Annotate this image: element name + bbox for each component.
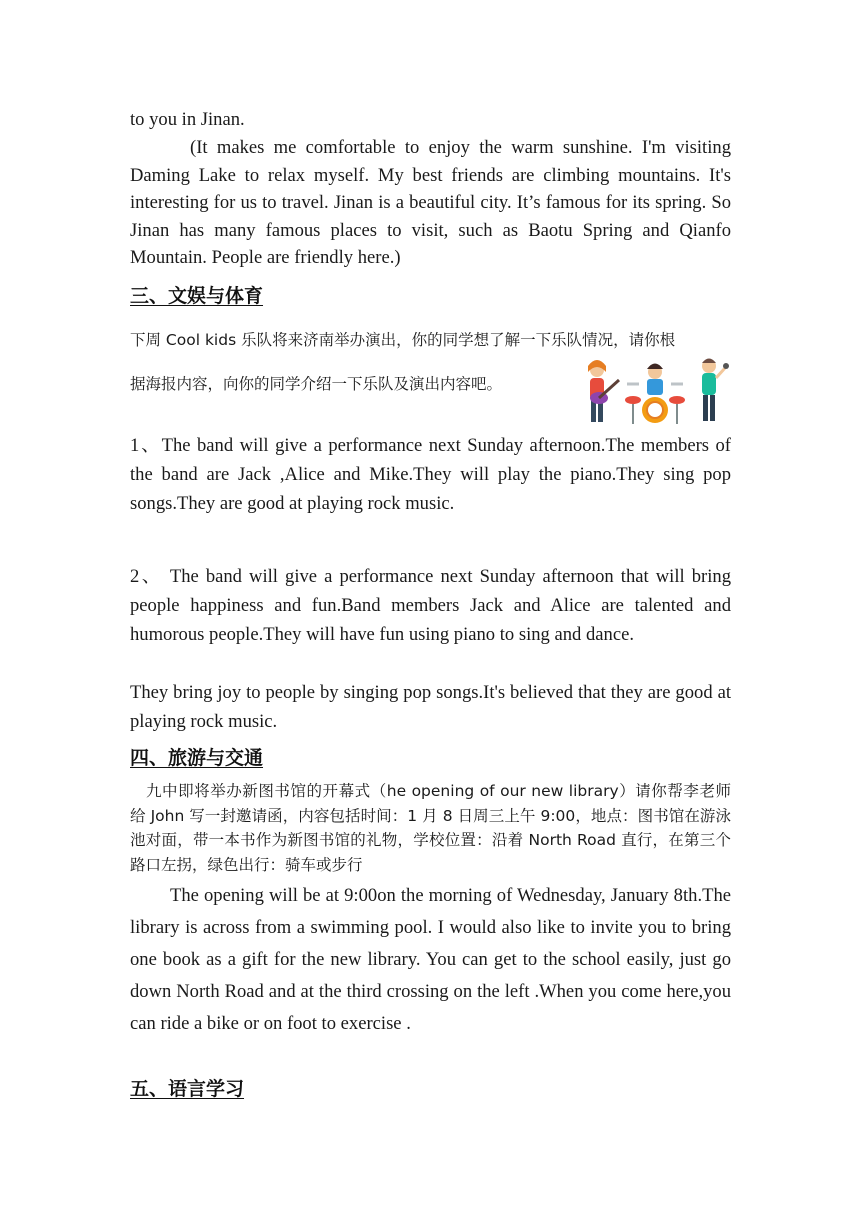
band-illustration — [575, 350, 737, 432]
task-prompt-line1: 下周 Cool kids 乐队将来济南举办演出，你的同学想了解一下乐队情况，请你根 — [130, 331, 676, 349]
section-heading-language-learning: 五、语言学习 — [130, 1078, 245, 1100]
task-prompt-line2: 据海报内容，向你的同学介绍一下乐队及演出内容吧。 — [130, 375, 503, 393]
answer-2-continued: They bring joy to people by singing pop songs.It's believed that they are good at playing rock music. — [130, 682, 731, 732]
model-answer-paragraph: (It makes me comfortable to enjoy the warm sunshine. I'm visiting Daming Lake to relax myself. My best friends are climbing mountains. It's interesting for us to travel. Jinan is a beautiful city. It’s famous for its spring. So Jinan has many famous places to visit, such as Baotu Spring and Qianfo Mountain. People are friendly here.) — [130, 137, 731, 268]
answer-1-paragraph: 1、The band will give a performance next Sunday afternoon.The members of the band are Jack ,Alice and Mike.They will play the piano.They sing pop songs.They are good at playing rock music. — [130, 435, 731, 514]
task-prompt-invitation: 九中即将举办新图书馆的开幕式（he opening of our new library）请你帮李老师给 John 写一封邀请函，内容包括时间：1 月 8 日周三上午 9:00，地点：图书馆在游泳池对面，带一本书作为新图书馆的礼物，学校位置：沿着 North Road 直行，在第三个路口左拐，绿色出行：骑车或步行 — [130, 782, 731, 874]
section-heading-entertainment-sports: 三、文娱与体育 — [130, 285, 264, 307]
answer-2-paragraph: 2、 The band will give a performance next Sunday afternoon that will bring people happiness and fun.Band members Jack and Alice are talented and humorous people.They will have fun using piano to sing and dance. — [130, 566, 731, 645]
band-performers-icon — [575, 350, 737, 432]
section-heading-travel-transport: 四、旅游与交通 — [130, 747, 264, 769]
invitation-answer-paragraph: The opening will be at 9:00on the morning of Wednesday, January 8th.The library is across from a swimming pool. I would also like to invite you to bring one book as a gift for the new library. You can get to the school easily, just go down North Road and at the third crossing on the left .When you come here,you can ride a bike or on foot to exercise . — [130, 885, 731, 1034]
continued-line: to you in Jinan. — [130, 109, 245, 130]
